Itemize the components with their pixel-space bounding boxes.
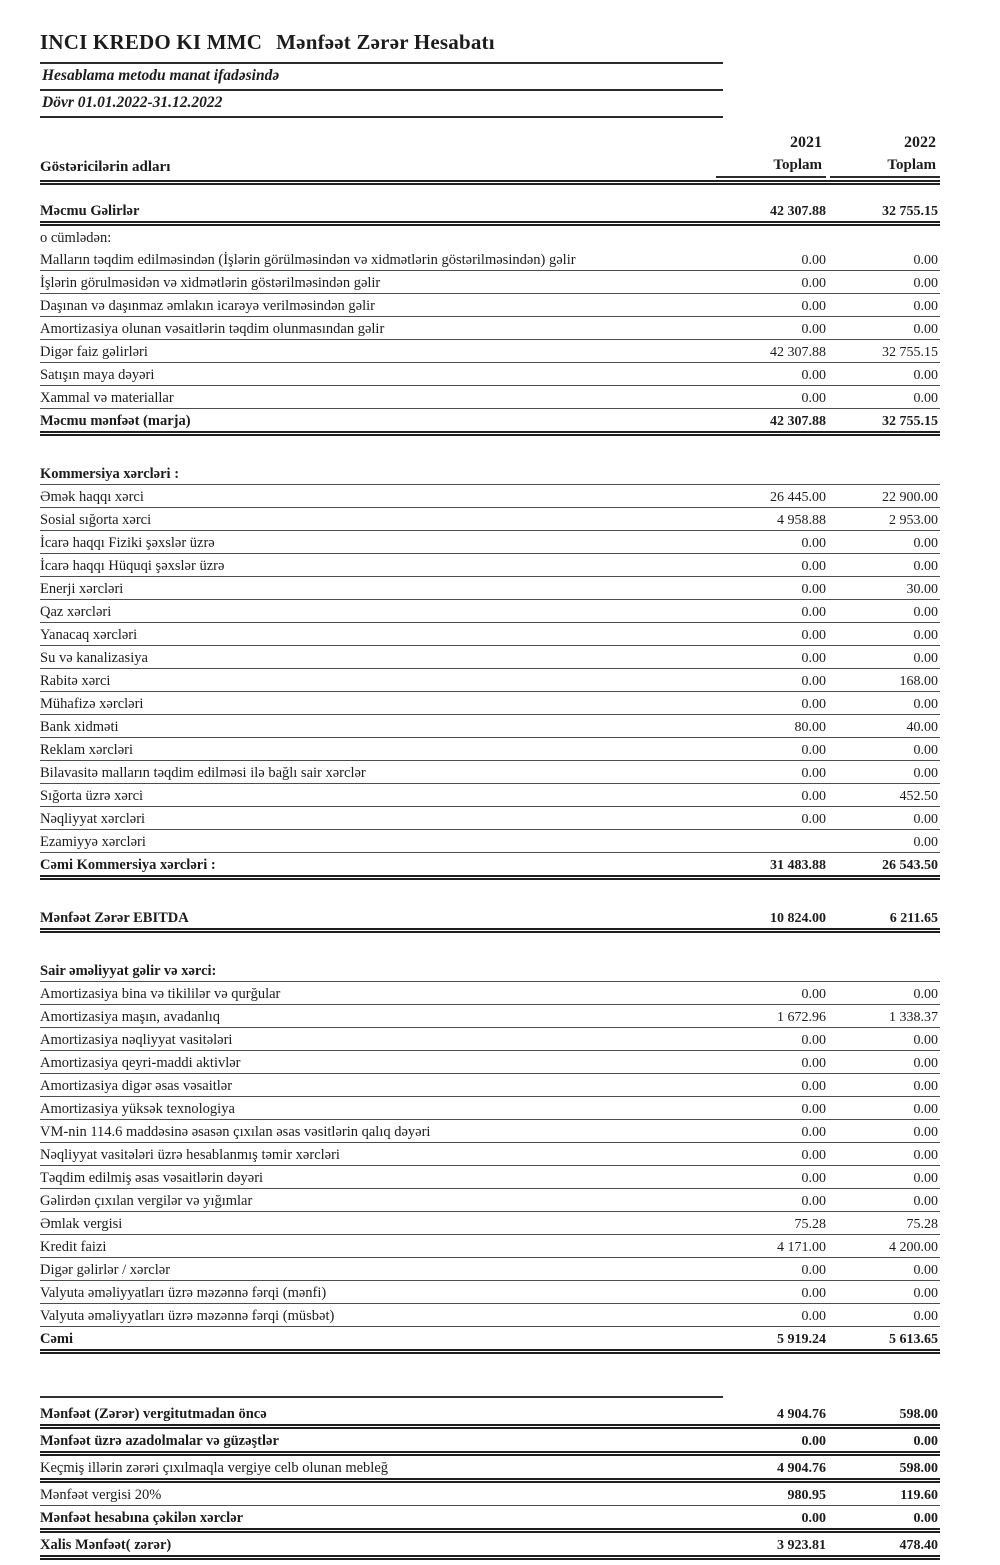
- period-line: Dövr 01.01.2022-31.12.2022: [40, 91, 723, 118]
- row-label: Amortizasiya qeyri-maddi aktivlər: [40, 1055, 241, 1071]
- column-header-row: [40, 134, 940, 185]
- table-spacer: [40, 436, 940, 462]
- value-2021: 26 445.00: [770, 490, 826, 505]
- row-label: Amortizasiya maşın, avadanlıq: [40, 1009, 220, 1025]
- value-2022: 0.00: [913, 1511, 938, 1526]
- table-row: [40, 409, 940, 436]
- row-label: Məcmu mənfəət (marja): [40, 413, 191, 429]
- table-row: [40, 1402, 940, 1429]
- table-row: [40, 853, 940, 880]
- row-label: Əmlak vergisi: [40, 1216, 123, 1232]
- row-label: Gəlirdən çıxılan vergilər və yığımlar: [40, 1193, 253, 1209]
- table-row: [40, 1212, 940, 1235]
- row-label: Bank xidməti: [40, 719, 119, 735]
- value-2022: 32 755.15: [882, 414, 938, 429]
- table-row: [40, 317, 940, 340]
- total-2022-label: Toplam: [830, 157, 940, 178]
- value-2021: 4 904.76: [777, 1461, 826, 1476]
- row-label: Digər faiz gəlirləri: [40, 344, 148, 360]
- value-2022: 0.00: [913, 559, 938, 574]
- value-2022: 0.00: [913, 766, 938, 781]
- value-2021: 0.00: [801, 1263, 826, 1278]
- row-label: Mənfəət üzrə azadolmalar və güzəştlər: [40, 1433, 279, 1449]
- row-label: Mənfəət Zərər EBITDA: [40, 910, 189, 926]
- value-2021: 0.00: [801, 1194, 826, 1209]
- row-label: Məcmu Gəlirlər: [40, 203, 140, 219]
- value-2021: 0.00: [801, 812, 826, 827]
- value-2021: 0.00: [801, 1033, 826, 1048]
- table-row: [40, 1429, 940, 1456]
- value-2021: 4 958.88: [777, 513, 826, 528]
- value-2022: 0.00: [913, 1434, 938, 1449]
- table-row: [40, 1483, 940, 1506]
- table-spacer: [40, 880, 940, 906]
- report-header: [40, 30, 723, 118]
- value-2022: 0.00: [913, 1079, 938, 1094]
- year-2022-label: 2022: [904, 134, 936, 151]
- value-2021: 42 307.88: [770, 414, 826, 429]
- table-row: [40, 646, 940, 669]
- value-2021: 0.00: [801, 1056, 826, 1071]
- value-2022: 4 200.00: [889, 1240, 938, 1255]
- table-row: [40, 738, 940, 761]
- row-label: Kommersiya xərcləri :: [40, 466, 180, 482]
- row-label: İcarə haqqı Fiziki şəxslər üzrə: [40, 535, 215, 551]
- row-label: Bilavasitə malların təqdim edilməsi ilə bağlı sair xərclər: [40, 765, 366, 781]
- value-2021: 31 483.88: [770, 858, 826, 873]
- value-2022: 0.00: [913, 253, 938, 268]
- value-2022: 598.00: [899, 1461, 938, 1476]
- table-spacer: [40, 933, 940, 959]
- row-label: Amortizasiya olunan vəsaitlərin təqdim olunmasından gəlir: [40, 321, 385, 337]
- value-2021: 0.00: [801, 1511, 826, 1526]
- value-2021: 0.00: [801, 789, 826, 804]
- table-row: [40, 1120, 940, 1143]
- value-2022: 0.00: [913, 322, 938, 337]
- row-label: Su və kanalizasiya: [40, 650, 148, 666]
- row-label: Qaz xərcləri: [40, 604, 112, 620]
- row-label: Satışın maya dəyəri: [40, 367, 155, 383]
- value-2022: 0.00: [913, 605, 938, 620]
- table-row: [40, 531, 940, 554]
- value-2021: 75.28: [794, 1217, 826, 1232]
- table-row: [40, 623, 940, 646]
- row-label: Xammal və materiallar: [40, 390, 174, 406]
- table-row: [40, 1533, 940, 1560]
- table-row: [40, 1166, 940, 1189]
- value-2021: 1 672.96: [777, 1010, 826, 1025]
- value-2022: 0.00: [913, 1125, 938, 1140]
- value-2021: 80.00: [794, 720, 826, 735]
- value-2022: 0.00: [913, 651, 938, 666]
- table-row: [40, 600, 940, 623]
- value-2021: 3 923.81: [777, 1538, 826, 1553]
- row-label: Əmək haqqı xərci: [40, 489, 144, 505]
- value-2022: 0.00: [913, 1056, 938, 1071]
- value-2021: 0.00: [801, 368, 826, 383]
- value-2022: 0.00: [913, 1171, 938, 1186]
- row-label: Amortizasiya bina və tikililər və qurğular: [40, 986, 281, 1002]
- table-row: [40, 294, 940, 317]
- value-2022: 30.00: [906, 582, 938, 597]
- row-label: Keçmiş illərin zərəri çıxılmaqla vergiye celb olunan mebleğ: [40, 1460, 388, 1476]
- value-2021: 0.00: [801, 1102, 826, 1117]
- value-2021: 4 171.00: [777, 1240, 826, 1255]
- row-label: Sığorta üzrə xərci: [40, 788, 144, 804]
- table-row: [40, 1304, 940, 1327]
- table-row: [40, 462, 940, 485]
- table-row: [40, 1456, 940, 1483]
- table-row: [40, 554, 940, 577]
- row-label: Mənfəət (Zərər) vergitutmadan öncə: [40, 1406, 267, 1422]
- method-line: Hesablama metodu manat ifadəsində: [40, 64, 723, 91]
- row-label: Rabitə xərci: [40, 673, 111, 689]
- table-row: [40, 761, 940, 784]
- value-2022: 0.00: [913, 835, 938, 850]
- row-label: Xalis Mənfəət( zərər): [40, 1537, 172, 1553]
- value-2021: 0.00: [801, 1125, 826, 1140]
- table-row: [40, 669, 940, 692]
- value-2022: 478.40: [899, 1538, 938, 1553]
- value-2021: 10 824.00: [770, 911, 826, 926]
- value-2021: 0.00: [801, 1309, 826, 1324]
- value-2022: 0.00: [913, 368, 938, 383]
- value-2022: 0.00: [913, 697, 938, 712]
- value-2021: 0.00: [801, 1079, 826, 1094]
- row-label: Sair əməliyyat gəlir və xərci:: [40, 963, 217, 979]
- row-label: Malların təqdim edilməsindən (İşlərin görülməsindən və xidmətlərin göstərilməsindən) gəlir: [40, 252, 576, 268]
- value-2022: 1 338.37: [889, 1010, 938, 1025]
- value-2022: 0.00: [913, 812, 938, 827]
- value-2021: 0.00: [801, 1434, 826, 1449]
- report-title: Mənfəət Zərər Hesabatı: [276, 30, 495, 54]
- table-row: [40, 906, 940, 933]
- column-2022: [830, 134, 940, 178]
- value-2021: 42 307.88: [770, 204, 826, 219]
- value-2022: 598.00: [899, 1407, 938, 1422]
- row-label: Amortizasiya nəqliyyat vasitələri: [40, 1032, 233, 1048]
- row-label: Mənfəət vergisi 20%: [40, 1487, 162, 1503]
- table-row: [40, 1143, 940, 1166]
- row-label: Kredit faizi: [40, 1239, 107, 1255]
- row-label: İşlərin görulməsidən və xidmətlərin göstərilməsindən gəlir: [40, 275, 381, 291]
- table-row: [40, 715, 940, 738]
- value-2022: 5 613.65: [889, 1332, 938, 1347]
- indicators-column-header: Göstəricilərin adları: [40, 159, 171, 175]
- row-label: Mühafizə xərcləri: [40, 696, 144, 712]
- row-label: Amortizasiya digər əsas vəsaitlər: [40, 1078, 233, 1094]
- table-row: [40, 807, 940, 830]
- value-2022: 0.00: [913, 1309, 938, 1324]
- table-row: [40, 271, 940, 294]
- table-row: [40, 692, 940, 715]
- value-2022: 0.00: [913, 1286, 938, 1301]
- value-2022: 22 900.00: [882, 490, 938, 505]
- table-row: [40, 1281, 940, 1304]
- table-row: [40, 959, 940, 982]
- table-row: [40, 1235, 940, 1258]
- value-2021: 0.00: [801, 536, 826, 551]
- value-2021: 0.00: [801, 253, 826, 268]
- year-2021-label: 2021: [790, 134, 822, 151]
- value-2021: 42 307.88: [770, 345, 826, 360]
- value-2021: 5 919.24: [777, 1332, 826, 1347]
- row-label: VM-nin 114.6 maddəsinə əsasən çıxılan əsas vəsitlərin qalıq dəyəri: [40, 1124, 431, 1140]
- value-2022: 0.00: [913, 536, 938, 551]
- table-row: [40, 1005, 940, 1028]
- row-label: Nəqliyyat xərcləri: [40, 811, 146, 827]
- row-label: Cəmi: [40, 1331, 74, 1347]
- row-label: o cümlədən:: [40, 230, 112, 246]
- table-row: [40, 363, 940, 386]
- row-label: Valyuta əməliyyatları üzrə məzənnə fərqi (mənfi): [40, 1285, 327, 1301]
- table-spacer: [40, 1354, 940, 1396]
- table-row: [40, 1051, 940, 1074]
- row-label: Mənfəət hesabına çəkilən xərclər: [40, 1510, 244, 1526]
- value-2021: 0.00: [801, 697, 826, 712]
- value-2021: 0.00: [801, 628, 826, 643]
- row-label: İcarə haqqı Hüquqi şəxslər üzrə: [40, 558, 225, 574]
- value-2021: 0.00: [801, 766, 826, 781]
- value-2021: 0.00: [801, 674, 826, 689]
- value-2021: 980.95: [787, 1488, 826, 1503]
- value-2022: 0.00: [913, 1148, 938, 1163]
- value-2021: 0.00: [801, 582, 826, 597]
- value-2022: 0.00: [913, 743, 938, 758]
- value-2022: 40.00: [906, 720, 938, 735]
- value-2021: 4 904.76: [777, 1407, 826, 1422]
- company-name: INCI KREDO KI MMC: [40, 30, 263, 54]
- value-2021: 0.00: [801, 322, 826, 337]
- table-row: [40, 1028, 940, 1051]
- page-title: [40, 30, 723, 64]
- value-2021: 0.00: [801, 987, 826, 1002]
- table-row: [40, 386, 940, 409]
- value-2021: 0.00: [801, 651, 826, 666]
- value-2022: 0.00: [913, 1263, 938, 1278]
- value-2022: 119.60: [900, 1488, 938, 1503]
- value-2022: 168.00: [899, 674, 938, 689]
- value-2022: 75.28: [906, 1217, 938, 1232]
- table-row: [40, 1258, 940, 1281]
- value-2022: 0.00: [913, 1033, 938, 1048]
- row-label: Reklam xərcləri: [40, 742, 133, 758]
- table-row: [40, 1189, 940, 1212]
- total-2021-label: Toplam: [716, 157, 826, 178]
- table-row: [40, 1327, 940, 1354]
- value-2021: 0.00: [801, 1171, 826, 1186]
- row-label: Valyuta əməliyyatları üzrə məzənnə fərqi (müsbət): [40, 1308, 335, 1324]
- value-2022: 0.00: [913, 987, 938, 1002]
- column-2021: [716, 134, 826, 178]
- row-label: Cəmi Kommersiya xərcləri :: [40, 857, 216, 873]
- value-2022: 26 543.50: [882, 858, 938, 873]
- value-2022: 0.00: [913, 1102, 938, 1117]
- value-2022: 32 755.15: [882, 204, 938, 219]
- table-row: [40, 830, 940, 853]
- value-2021: 0.00: [801, 743, 826, 758]
- row-label: Təqdim edilmiş əsas vəsaitlərin dəyəri: [40, 1170, 264, 1186]
- row-label: Amortizasiya yüksək texnologiya: [40, 1101, 235, 1117]
- value-2022: 0.00: [913, 391, 938, 406]
- value-2022: 6 211.65: [889, 911, 938, 926]
- value-2021: 0.00: [801, 391, 826, 406]
- value-2021: 0.00: [801, 1148, 826, 1163]
- table-row: [40, 485, 940, 508]
- value-2022: 0.00: [913, 276, 938, 291]
- value-2021: 0.00: [801, 1286, 826, 1301]
- row-label: Daşınan və daşınmaz əmlakın icarəyə verilməsindən gəlir: [40, 298, 375, 314]
- value-2021: 0.00: [801, 299, 826, 314]
- table-row: [40, 508, 940, 531]
- table-row: [40, 982, 940, 1005]
- value-2022: 0.00: [913, 299, 938, 314]
- row-label: Nəqliyyat vasitələri üzrə hesablanmış təmir xərcləri: [40, 1147, 340, 1163]
- table-row: [40, 199, 940, 226]
- table-row: [40, 784, 940, 807]
- value-2021: 0.00: [801, 276, 826, 291]
- value-2022: 0.00: [913, 628, 938, 643]
- table-row: [40, 340, 940, 363]
- table-row: [40, 226, 940, 248]
- value-2021: 0.00: [801, 605, 826, 620]
- table-row: [40, 1074, 940, 1097]
- row-label: Sosial sığorta xərci: [40, 512, 152, 528]
- value-2022: 452.50: [899, 789, 938, 804]
- row-label: Digər gəlirlər / xərclər: [40, 1262, 171, 1278]
- value-2021: 0.00: [801, 559, 826, 574]
- value-2022: 32 755.15: [882, 345, 938, 360]
- value-2022: 2 953.00: [889, 513, 938, 528]
- report-table: [40, 199, 940, 1560]
- row-label: Enerji xərcləri: [40, 581, 124, 597]
- value-2022: 0.00: [913, 1194, 938, 1209]
- table-row: [40, 577, 940, 600]
- table-row: [40, 1097, 940, 1120]
- table-row: [40, 1506, 940, 1533]
- table-row: [40, 248, 940, 271]
- row-label: Yanacaq xərcləri: [40, 627, 138, 643]
- row-label: Ezamiyyə xərcləri: [40, 834, 146, 850]
